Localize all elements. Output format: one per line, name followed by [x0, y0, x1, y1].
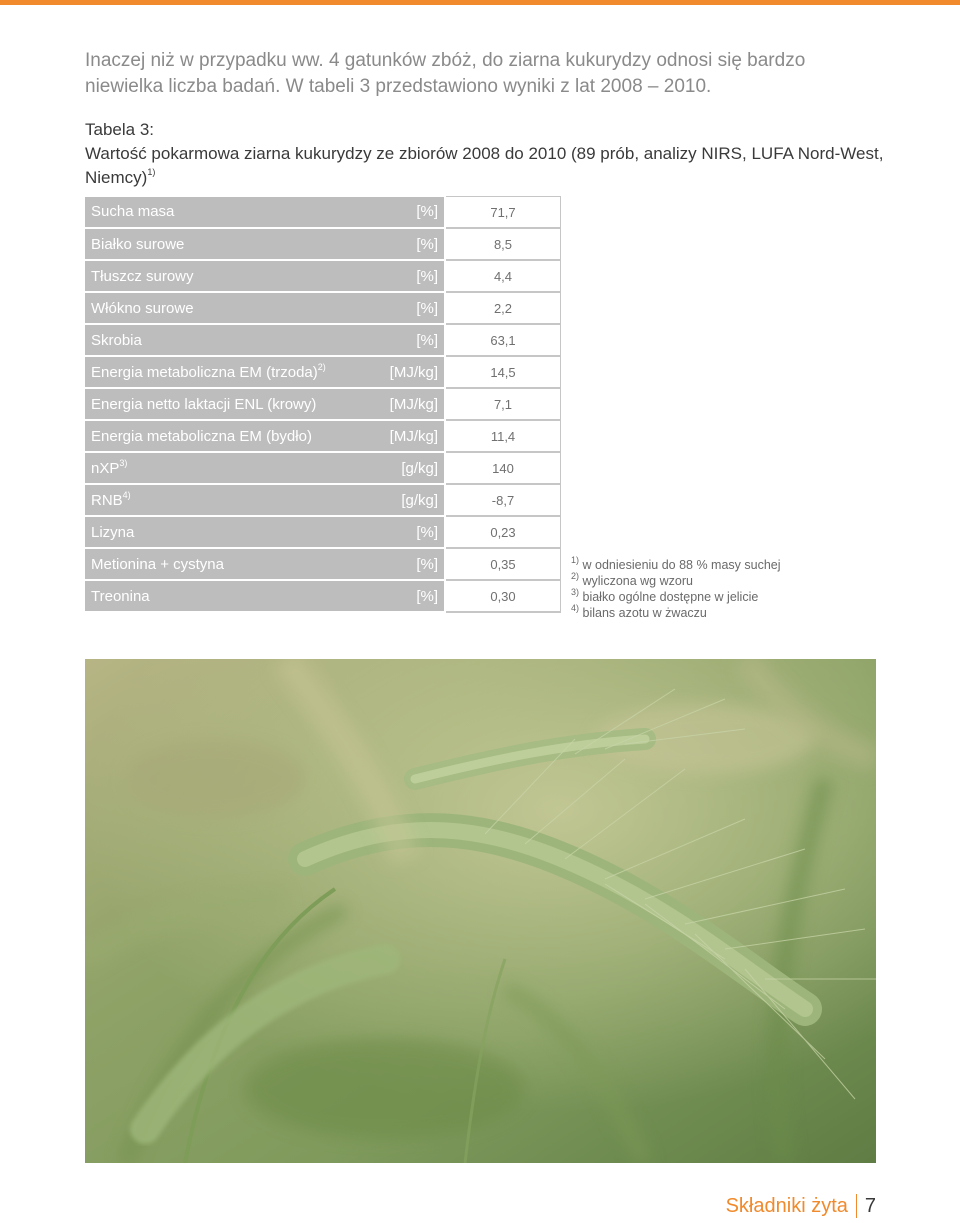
- row-label-text: Sucha masa: [91, 203, 175, 221]
- footnote-text: bilans azotu w żwaczu: [582, 606, 707, 620]
- row-label-text: Tłuszcz surowy: [91, 267, 194, 285]
- table-caption-text: Wartość pokarmowa ziarna kukurydzy ze zbiorów 2008 do 2010 (89 prób, analizy NIRS, LUFA Nord-West, Niemcy): [85, 144, 884, 187]
- table-row: [85, 324, 561, 356]
- footnote-marker: 4): [571, 602, 580, 613]
- page-number: 7: [864, 1195, 876, 1217]
- footnote-marker: 3): [571, 586, 580, 597]
- row-unit: [g/kg]: [361, 484, 445, 516]
- table-row: [85, 388, 561, 420]
- row-label-text: Lizyna: [91, 523, 135, 541]
- row-value: 8,5: [445, 228, 561, 260]
- row-value: -8,7: [445, 484, 561, 516]
- footnotes: [571, 554, 781, 621]
- row-label: [85, 260, 361, 292]
- row-value: 2,2: [445, 292, 561, 324]
- table-row: [85, 452, 561, 484]
- row-label: [85, 356, 361, 388]
- footnote-marker: 2): [571, 570, 580, 581]
- row-label-text: Energia metaboliczna EM (bydło): [91, 427, 312, 445]
- row-unit: [%]: [361, 260, 445, 292]
- row-unit: [%]: [361, 292, 445, 324]
- row-label-text: Białko surowe: [91, 235, 185, 253]
- row-label-text: RNB: [91, 491, 123, 509]
- row-value: 71,7: [445, 197, 561, 229]
- row-label: [85, 420, 361, 452]
- table-row: [85, 356, 561, 388]
- top-accent-bar: [0, 0, 960, 5]
- row-value: 63,1: [445, 324, 561, 356]
- row-unit: [%]: [361, 516, 445, 548]
- row-label: [85, 516, 361, 548]
- table-row: [85, 197, 561, 229]
- footnote-item: [571, 602, 781, 621]
- row-label: [85, 548, 361, 580]
- table-caption-title: Tabela 3:: [85, 120, 154, 139]
- grain-ears-photo: [85, 659, 876, 1163]
- nutrition-table-body: [85, 197, 561, 613]
- row-unit: [%]: [361, 197, 445, 229]
- intro-paragraph: Inaczej niż w przypadku ww. 4 gatunków zbóż, do ziarna kukurydzy odnosi się bardzo niewielka liczba badań. W tabeli 3 przedstawiono wyniki z lat 2008 – 2010.: [85, 50, 806, 97]
- row-label: [85, 292, 361, 324]
- row-label-text: Energia netto laktacji ENL (krowy): [91, 395, 317, 413]
- table-row: [85, 228, 561, 260]
- row-label-text: Treonina: [91, 587, 150, 605]
- footer-section-title: Składniki żyta: [725, 1195, 848, 1217]
- row-unit: [MJ/kg]: [361, 388, 445, 420]
- footnote-marker: 1): [571, 554, 580, 565]
- row-footnote-ref: 2): [317, 361, 326, 372]
- footnote-item: [571, 586, 781, 605]
- row-unit: [g/kg]: [361, 452, 445, 484]
- table-row: [85, 580, 561, 612]
- row-value: 11,4: [445, 420, 561, 452]
- row-label: [85, 228, 361, 260]
- row-value: 0,30: [445, 580, 561, 612]
- row-label: [85, 452, 361, 484]
- page-footer: [726, 1194, 876, 1218]
- row-footnote-ref: 3): [119, 457, 128, 468]
- row-value: 140: [445, 452, 561, 484]
- footer-separator: [856, 1194, 857, 1218]
- table-caption: [85, 118, 885, 190]
- table-row: [85, 292, 561, 324]
- row-value: 0,35: [445, 548, 561, 580]
- footnote-text: białko ogólne dostępne w jelicie: [582, 590, 759, 604]
- footnote-text: wyliczona wg wzoru: [582, 574, 693, 588]
- row-unit: [MJ/kg]: [361, 356, 445, 388]
- table-row: [85, 548, 561, 580]
- grain-photo-illustration: [85, 659, 876, 1163]
- row-label-text: Metionina + cystyna: [91, 555, 224, 573]
- row-label: [85, 484, 361, 516]
- row-label: [85, 580, 361, 612]
- row-label-text: Energia metaboliczna EM (trzoda): [91, 363, 318, 381]
- footnote-item: [571, 570, 781, 589]
- row-value: 0,23: [445, 516, 561, 548]
- row-unit: [MJ/kg]: [361, 420, 445, 452]
- table-row: [85, 260, 561, 292]
- footnote-item: [571, 554, 781, 573]
- table-row: [85, 420, 561, 452]
- row-label-text: Skrobia: [91, 331, 142, 349]
- table-caption-footnote-ref: 1): [147, 167, 156, 178]
- row-footnote-ref: 4): [122, 489, 131, 500]
- table-row: [85, 484, 561, 516]
- row-label: [85, 324, 361, 356]
- row-label-text: Włókno surowe: [91, 299, 194, 317]
- row-unit: [%]: [361, 324, 445, 356]
- row-value: 14,5: [445, 356, 561, 388]
- row-value: 7,1: [445, 388, 561, 420]
- row-label: [85, 197, 361, 229]
- footnote-text: w odniesieniu do 88 % masy suchej: [582, 558, 781, 572]
- row-value: 4,4: [445, 260, 561, 292]
- row-label-text: nXP: [91, 459, 120, 477]
- row-unit: [%]: [361, 228, 445, 260]
- row-unit: [%]: [361, 580, 445, 612]
- row-label: [85, 388, 361, 420]
- table-row: [85, 516, 561, 548]
- nutrition-table: [85, 196, 561, 613]
- row-unit: [%]: [361, 548, 445, 580]
